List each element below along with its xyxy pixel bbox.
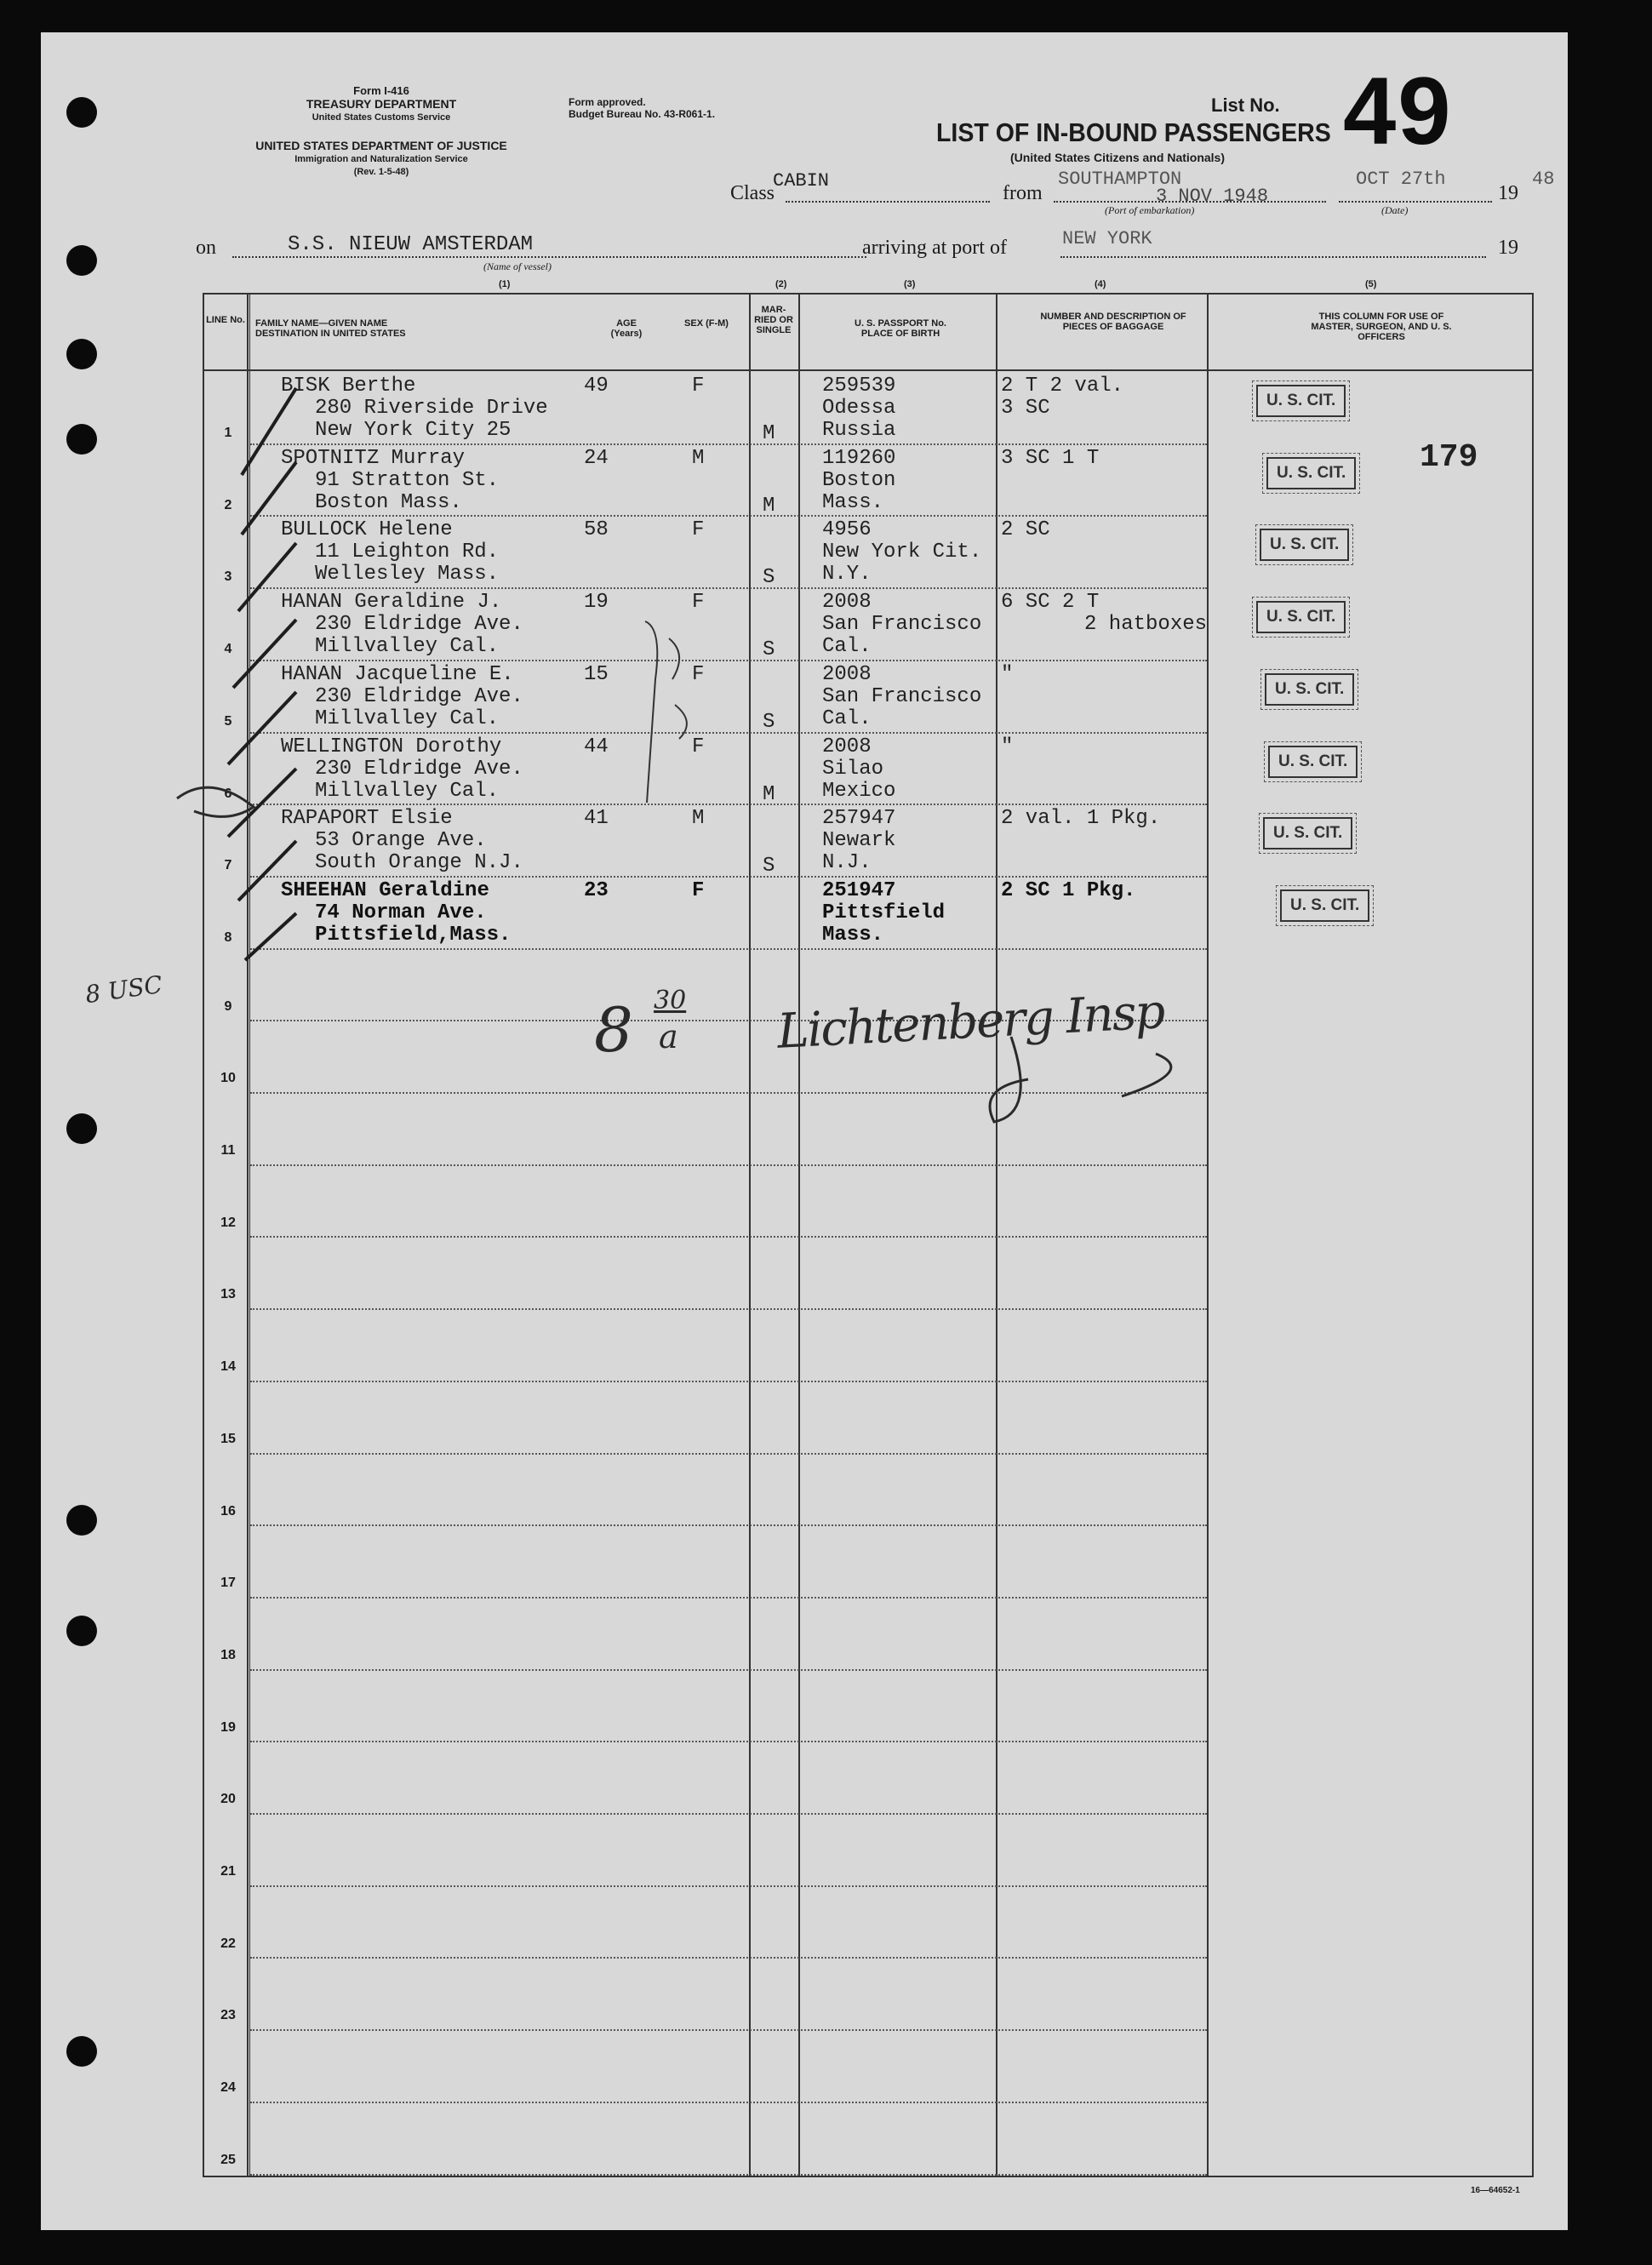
date-caption: (Date) [1381,204,1409,216]
from-label: from [1003,182,1043,204]
list-number: 49 [1343,58,1453,164]
line-number: 7 [224,858,232,872]
col-num-1: (1) [499,279,511,289]
birth-place: Silao [822,758,884,781]
passenger-city: New York City 25 [315,419,512,442]
doj-heading: UNITED STATES DEPARTMENT OF JUSTICE [255,139,507,152]
customs-heading: United States Customs Service [312,112,451,123]
passenger-name: BISK Berthe [281,375,416,398]
arrival-port: NEW YORK [1062,228,1152,249]
passenger-city: Millvalley Cal. [315,635,500,658]
baggage-description: " [1001,663,1014,686]
passport-number: 2008 [822,735,872,758]
birth-country: N.J. [822,851,872,874]
passenger-sex: M [692,807,705,830]
form-number: Form I-416 [353,84,409,97]
arrival-year-prefix: 19 [1498,237,1518,259]
line-number: 21 [220,1864,236,1879]
count-note: 8 [594,994,633,1066]
passenger-city: Pittsfield,Mass. [315,924,512,947]
vessel-caption: (Name of vessel) [483,260,552,272]
vessel-name: S.S. NIEUW AMSTERDAM [288,233,534,256]
header-name: FAMILY NAME—GIVEN NAME DESTINATION IN UNITED STATES [255,318,406,339]
line-number: 13 [220,1287,236,1301]
year-prefix: 19 [1498,182,1518,204]
passenger-age: 24 [584,447,609,470]
header-age: AGE (Years) [610,318,643,339]
header-baggage: NUMBER AND DESCRIPTION OF PIECES OF BAGGAGE [1040,312,1186,332]
baggage-description: 2 SC [1001,518,1050,541]
line-number: 3 [224,569,232,584]
passenger-age: 49 [584,375,609,398]
passenger-name: HANAN Geraldine J. [281,591,502,614]
passenger-sex: M [692,447,705,470]
left-note: 8 USC [83,969,164,1010]
birth-place: San Francisco [822,685,982,708]
ins-heading: Immigration and Naturalization Service [294,154,468,164]
line-number: 12 [220,1215,236,1230]
passport-number: 259539 [822,375,896,398]
line-number: 5 [224,714,232,729]
birth-place: New York Cit. [822,541,982,563]
line-number: 9 [224,999,232,1014]
birth-place: Pittsfield [822,901,946,924]
passenger-city: Millvalley Cal. [315,707,500,730]
passenger-name: HANAN Jacqueline E. [281,663,514,686]
passport-number: 2008 [822,663,872,686]
marital-status: S [763,855,775,878]
us-citizen-stamp: U. S. CIT. [1280,889,1369,922]
passenger-address: 230 Eldridge Ave. [315,685,523,708]
revision: (Rev. 1-5-48) [353,167,409,177]
line-number: 18 [220,1648,236,1662]
line-number: 25 [220,2153,236,2167]
marital-status: M [763,422,775,445]
col-num-2: (2) [775,279,787,289]
line-number: 11 [220,1143,236,1158]
passenger-sex: F [692,663,705,686]
count-note-sup: 30 [654,986,687,1015]
receipt-date-stamp: 3 NOV 1948 [1156,186,1269,207]
passenger-address: 11 Leighton Rd. [315,541,500,563]
budget-bureau: Budget Bureau No. 43-R061-1. [569,108,716,120]
line-number: 6 [224,786,232,801]
birth-country: Mexico [822,780,896,803]
us-citizen-stamp: U. S. CIT. [1265,673,1354,706]
baggage-description: 2 val. 1 Pkg. [1001,807,1161,830]
page-subtitle: (United States Citizens and Nationals) [1009,151,1226,164]
passport-number: 4956 [822,518,872,541]
passenger-address: 91 Stratton St. [315,469,500,492]
us-citizen-stamp: U. S. CIT. [1266,457,1356,489]
passenger-city: Millvalley Cal. [315,780,500,803]
passenger-address: 53 Orange Ave. [315,829,487,852]
line-number: 14 [220,1359,236,1374]
passenger-name: WELLINGTON Dorothy [281,735,502,758]
line-number: 20 [220,1792,236,1806]
passenger-city: Wellesley Mass. [315,563,500,586]
marital-status: S [763,711,775,734]
birth-country: Russia [822,419,896,442]
line-number: 24 [220,2080,236,2095]
passenger-sex: F [692,518,705,541]
birth-country: Cal. [822,635,872,658]
birth-country: Mass. [822,924,884,947]
passport-number: 119260 [822,447,896,470]
passenger-sex: F [692,735,705,758]
passenger-age: 15 [584,663,609,686]
birth-place: San Francisco [822,613,982,636]
passenger-age: 19 [584,591,609,614]
port-caption: (Port of embarkation) [1105,204,1195,216]
us-citizen-stamp: U. S. CIT. [1256,601,1346,633]
passenger-name: BULLOCK Helene [281,518,453,541]
line-number: 19 [220,1720,236,1735]
passport-number: 2008 [822,591,872,614]
col-num-5: (5) [1365,279,1377,289]
signature-flourish [41,32,1568,2230]
passenger-name: SHEEHAN Geraldine [281,879,489,902]
us-citizen-stamp: U. S. CIT. [1256,385,1346,417]
passenger-address: 74 Norman Ave. [315,901,487,924]
line-number: 4 [224,642,232,656]
treasury-heading: TREASURY DEPARTMENT [306,97,457,111]
on-label: on [196,237,216,259]
line-number: 17 [220,1576,236,1590]
count-note-sub: a [659,1018,678,1055]
line-number: 1 [224,426,232,440]
line-number: 15 [220,1432,236,1446]
passenger-age: 58 [584,518,609,541]
header-officers: THIS COLUMN FOR USE OF MASTER, SURGEON, AND U. S. OFFICERS [1311,312,1452,342]
embark-port: SOUTHAMPTON [1058,169,1182,190]
passenger-address: 230 Eldridge Ave. [315,613,523,636]
line-number: 22 [220,1936,236,1951]
marital-status: M [763,495,775,518]
baggage-description: " [1001,735,1014,758]
passenger-age: 23 [584,879,609,902]
line-number: 23 [220,2008,236,2022]
departure-date: OCT 27th [1356,169,1446,190]
line-number: 8 [224,930,232,945]
header-married: MAR- RIED OR SINGLE [754,305,793,335]
passenger-name: SPOTNITZ Murray [281,447,466,470]
baggage-description: 3 SC 1 T [1001,447,1100,470]
baggage-description: 2 SC 1 Pkg. [1001,879,1136,902]
form-approved: Form approved. [569,96,646,108]
line-number: 10 [220,1071,236,1085]
header-sex: SEX (F-M) [684,318,729,329]
passenger-sex: F [692,591,705,614]
passenger-city: South Orange N.J. [315,851,523,874]
passport-number: 257947 [822,807,896,830]
passenger-address: 280 Riverside Drive [315,397,548,420]
birth-country: Mass. [822,491,884,514]
birth-place: Boston [822,469,896,492]
arriving-label: arriving at port of [862,237,1007,259]
marital-status: S [763,566,775,589]
marital-status: M [763,783,775,806]
baggage-extra: 3 SC [1001,397,1050,420]
manifest-sheet [41,32,1568,2230]
list-no-label: List No. [1211,94,1280,116]
col-num-3: (3) [904,279,916,289]
year-suffix: 48 [1532,169,1555,190]
footer-code: 16—64652-1 [1471,2186,1520,2195]
birth-place: Newark [822,829,896,852]
margin-note: 179 [1420,439,1478,476]
passenger-city: Boston Mass. [315,491,462,514]
page-title: LIST OF IN-BOUND PASSENGERS [936,117,1331,147]
birth-place: Odessa [822,397,896,420]
line-number: 2 [224,498,232,512]
marital-status: S [763,638,775,661]
baggage-description: 6 SC 2 T [1001,591,1100,614]
passenger-age: 41 [584,807,609,830]
passenger-sex: F [692,879,705,902]
us-citizen-stamp: U. S. CIT. [1268,746,1358,778]
us-citizen-stamp: U. S. CIT. [1263,817,1352,849]
birth-country: N.Y. [822,563,872,586]
class-label: Class [730,182,775,204]
birth-country: Cal. [822,707,872,730]
baggage-extra: 2 hatboxes [1084,613,1208,636]
header-passport: U. S. PASSPORT No. PLACE OF BIRTH [855,318,946,339]
line-number: 16 [220,1504,236,1519]
baggage-description: 2 T 2 val. [1001,375,1124,398]
passenger-address: 230 Eldridge Ave. [315,758,523,781]
inspector-signature: Lichtenberg Insp [775,984,1165,1060]
us-citizen-stamp: U. S. CIT. [1260,529,1349,561]
passenger-age: 44 [584,735,609,758]
col-num-4: (4) [1095,279,1106,289]
passport-number: 251947 [822,879,896,902]
header-line-no: LINE No. [206,315,245,325]
passenger-sex: F [692,375,705,398]
passenger-name: RAPAPORT Elsie [281,807,453,830]
class-value: CABIN [773,170,830,192]
